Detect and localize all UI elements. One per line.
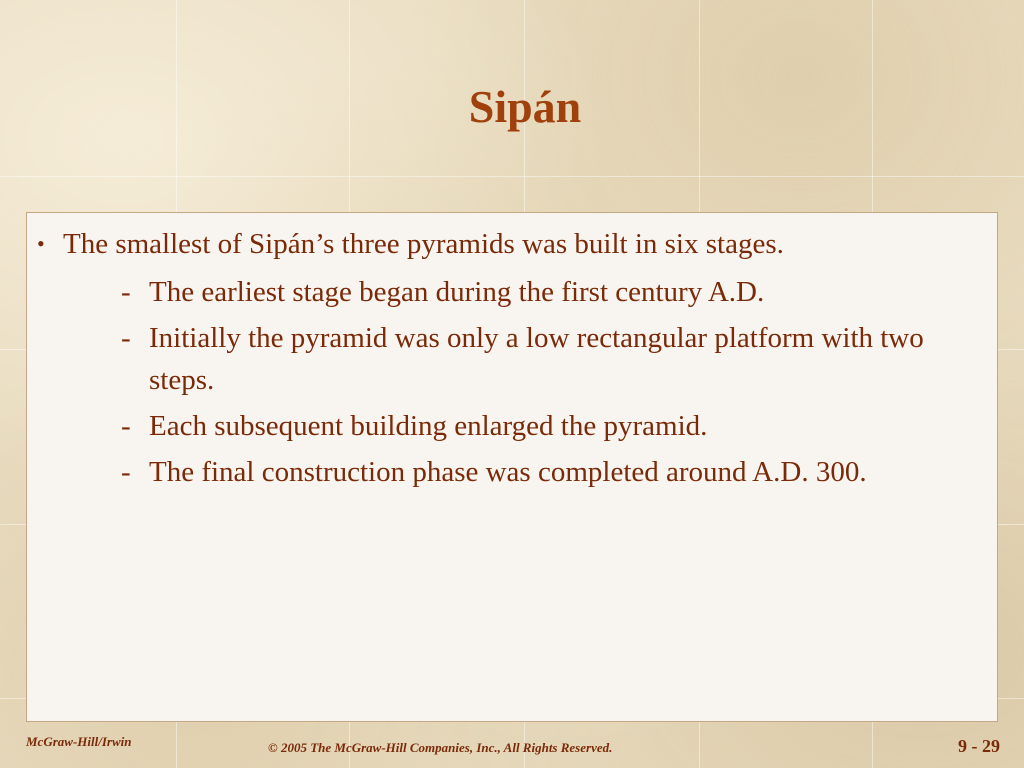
dash-icon: - xyxy=(121,456,131,488)
dash-icon: - xyxy=(121,410,131,442)
bullet-item xyxy=(27,227,997,493)
bullet-text: The smallest of Sipán’s three pyramids was built in six stages. xyxy=(63,228,784,260)
sub-bullet-text: Initially the pyramid was only a low rectangular platform with two steps. xyxy=(149,322,924,396)
copyright-notice: © 2005 The McGraw-Hill Companies, Inc., All Rights Reserved. xyxy=(268,740,613,755)
sub-bullet-list xyxy=(63,271,997,493)
sub-bullet-text: Each subsequent building enlarged the pyramid. xyxy=(149,410,708,442)
publisher-label: McGraw-Hill/Irwin xyxy=(26,734,132,749)
dash-icon: - xyxy=(121,322,131,354)
content-box xyxy=(26,212,998,722)
bullet-icon: • xyxy=(37,231,45,256)
sub-bullet-item xyxy=(99,317,997,401)
page-number: 9 - 29 xyxy=(958,736,1000,756)
slide-footer xyxy=(0,728,1024,768)
sub-bullet-item xyxy=(99,271,997,313)
sub-bullet-item xyxy=(99,451,997,493)
sub-bullet-text: The final construction phase was completed around A.D. 300. xyxy=(149,456,867,488)
slide-title: Sipán xyxy=(468,81,582,132)
sub-bullet-text: The earliest stage began during the first century A.D. xyxy=(149,276,765,308)
dash-icon: - xyxy=(121,276,131,308)
sub-bullet-item xyxy=(99,405,997,447)
bullet-list xyxy=(27,213,997,493)
